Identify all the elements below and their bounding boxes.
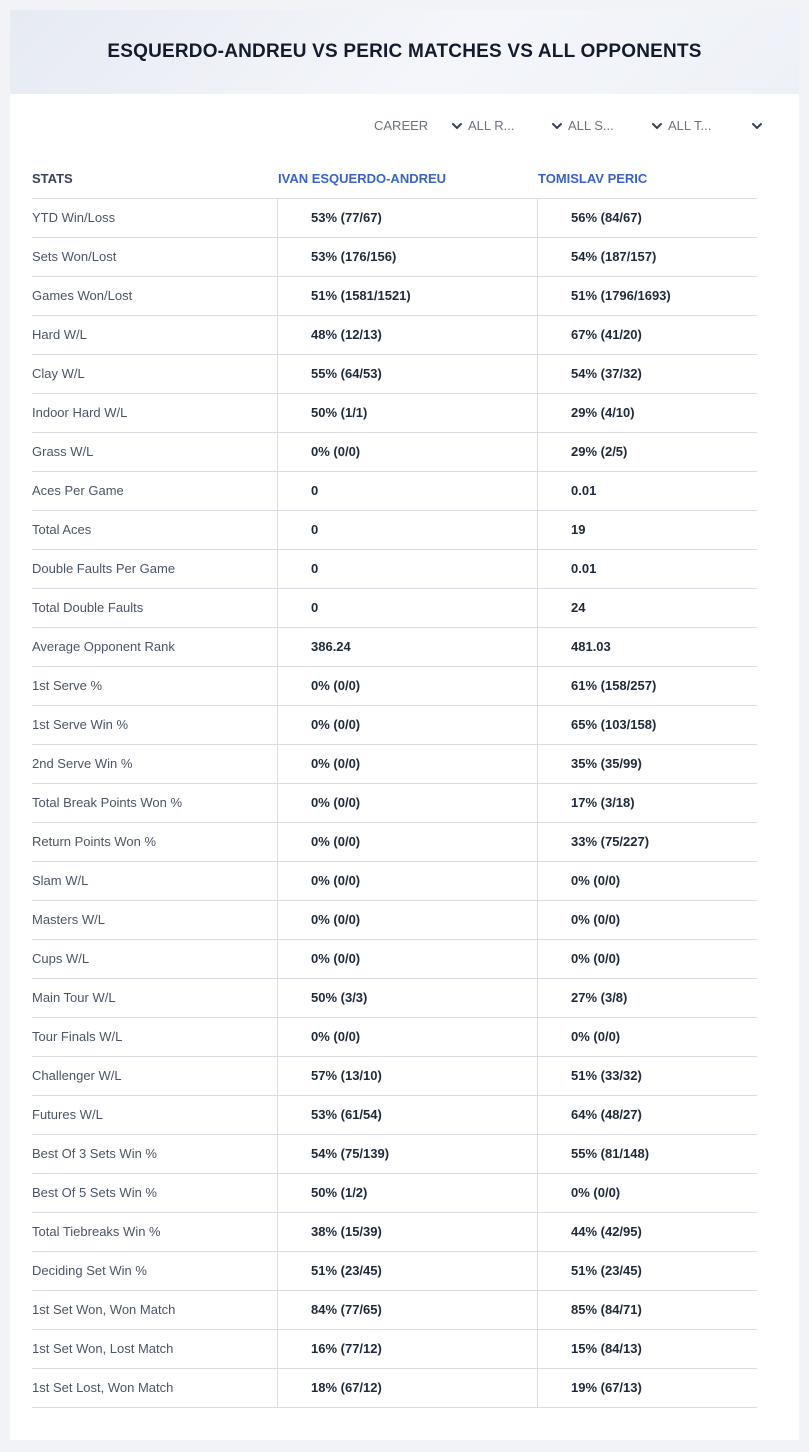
stat-label: Return Points Won %	[32, 834, 157, 849]
table-row	[32, 862, 757, 901]
player2-value: 51% (1796/1693)	[537, 277, 757, 315]
table-row	[32, 1369, 757, 1408]
player1-value: 57% (13/10)	[277, 1057, 537, 1095]
player1-value: 54% (75/139)	[277, 1135, 537, 1173]
filter-period-select[interactable]	[370, 117, 464, 135]
player1-value: 84% (77/65)	[277, 1291, 537, 1329]
card-header	[10, 10, 799, 94]
table-row	[32, 1291, 757, 1330]
chevron-down-icon	[450, 117, 464, 135]
stat-label: Double Faults Per Game	[32, 561, 176, 576]
stat-label: Main Tour W/L	[32, 990, 116, 1005]
player1-value: 16% (77/12)	[277, 1330, 537, 1368]
stat-label: YTD Win/Loss	[32, 210, 116, 225]
player1-value: 0% (0/0)	[277, 823, 537, 861]
player2-value: 19	[537, 511, 757, 549]
table-row	[32, 472, 757, 511]
stat-label: Masters W/L	[32, 912, 105, 927]
player1-name-link[interactable]: IVAN ESQUERDO-ANDREU	[278, 171, 447, 186]
stat-label: 1st Serve Win %	[32, 717, 129, 732]
table-row	[32, 940, 757, 979]
player1-value: 0% (0/0)	[277, 706, 537, 744]
player2-value: 51% (33/32)	[537, 1057, 757, 1095]
player2-value: 64% (48/27)	[537, 1096, 757, 1134]
player2-value: 27% (3/8)	[537, 979, 757, 1017]
player2-value: 85% (84/71)	[537, 1291, 757, 1329]
player1-value: 0	[277, 511, 537, 549]
stat-label: 1st Set Won, Lost Match	[32, 1341, 174, 1356]
stat-label: Slam W/L	[32, 873, 89, 888]
stat-label: Clay W/L	[32, 366, 85, 381]
table-row	[32, 511, 757, 550]
stat-label: Indoor Hard W/L	[32, 405, 128, 420]
table-row	[32, 784, 757, 823]
chevron-down-icon	[750, 117, 764, 135]
player2-value: 0% (0/0)	[537, 1174, 757, 1212]
table-row	[32, 433, 757, 472]
table-row	[32, 1057, 757, 1096]
chevron-down-icon	[550, 117, 564, 135]
player1-value: 50% (1/2)	[277, 1174, 537, 1212]
chevron-down-icon	[650, 117, 664, 135]
player1-value: 53% (77/67)	[277, 199, 537, 237]
player1-value: 38% (15/39)	[277, 1213, 537, 1251]
stat-label: 2nd Serve Win %	[32, 756, 133, 771]
page-title: ESQUERDO-ANDREU VS PERIC MATCHES VS ALL OPPONENTS	[107, 41, 702, 62]
player2-value: 19% (67/13)	[537, 1369, 757, 1407]
table-row	[32, 823, 757, 862]
player1-value: 0% (0/0)	[277, 784, 537, 822]
player1-value: 53% (176/156)	[277, 238, 537, 276]
stat-label: Hard W/L	[32, 327, 87, 342]
table-row	[32, 1174, 757, 1213]
player2-value: 33% (75/227)	[537, 823, 757, 861]
player2-value: 65% (103/158)	[537, 706, 757, 744]
filter-round-select[interactable]	[464, 117, 564, 135]
player2-value: 67% (41/20)	[537, 316, 757, 354]
table-row	[32, 1018, 757, 1057]
table-row	[32, 550, 757, 589]
player1-value: 386.24	[277, 628, 537, 666]
filter-bar	[370, 117, 764, 135]
player2-value: 56% (84/67)	[537, 199, 757, 237]
table-row	[32, 1096, 757, 1135]
table-row	[32, 1330, 757, 1369]
stat-label: Futures W/L	[32, 1107, 103, 1122]
stat-label: Total Double Faults	[32, 600, 144, 615]
player1-value: 50% (1/1)	[277, 394, 537, 432]
player2-value: 17% (3/18)	[537, 784, 757, 822]
stat-label: Deciding Set Win %	[32, 1263, 147, 1278]
player1-value: 0% (0/0)	[277, 862, 537, 900]
player2-value: 44% (42/95)	[537, 1213, 757, 1251]
stat-label: Aces Per Game	[32, 483, 124, 498]
player1-value: 0% (0/0)	[277, 433, 537, 471]
player2-value: 0.01	[537, 472, 757, 510]
table-row	[32, 1213, 757, 1252]
player2-value: 54% (187/157)	[537, 238, 757, 276]
player2-value: 54% (37/32)	[537, 355, 757, 393]
table-row	[32, 355, 757, 394]
table-row	[32, 979, 757, 1018]
player1-value: 18% (67/12)	[277, 1369, 537, 1407]
player1-value: 0	[277, 589, 537, 627]
player1-value: 0	[277, 472, 537, 510]
player2-value: 0% (0/0)	[537, 1018, 757, 1056]
player1-value: 53% (61/54)	[277, 1096, 537, 1134]
table-row	[32, 238, 757, 277]
player2-value: 24	[537, 589, 757, 627]
player2-value: 35% (35/99)	[537, 745, 757, 783]
player1-value: 48% (12/13)	[277, 316, 537, 354]
column-header-stats: STATS	[32, 171, 73, 186]
filter-surface-label: ALL S...	[568, 118, 614, 133]
stat-label: Best Of 5 Sets Win %	[32, 1185, 157, 1200]
player1-value: 50% (3/3)	[277, 979, 537, 1017]
player1-value: 51% (1581/1521)	[277, 277, 537, 315]
player1-value: 0% (0/0)	[277, 901, 537, 939]
player1-value: 0	[277, 550, 537, 588]
filter-period-label: CAREER	[374, 118, 429, 133]
stat-label: Tour Finals W/L	[32, 1029, 123, 1044]
table-row	[32, 394, 757, 433]
player1-value: 0% (0/0)	[277, 940, 537, 978]
player2-value: 15% (84/13)	[537, 1330, 757, 1368]
player2-value: 51% (23/45)	[537, 1252, 757, 1290]
filter-tournament-select[interactable]	[664, 117, 764, 135]
stat-label: 1st Set Lost, Won Match	[32, 1380, 174, 1395]
player2-value: 29% (2/5)	[537, 433, 757, 471]
stat-label: Games Won/Lost	[32, 288, 133, 303]
player1-value: 55% (64/53)	[277, 355, 537, 393]
player2-value: 481.03	[537, 628, 757, 666]
stat-label: Average Opponent Rank	[32, 639, 175, 654]
table-row	[32, 277, 757, 316]
player2-value: 0% (0/0)	[537, 862, 757, 900]
filter-tournament-label: ALL T...	[668, 118, 712, 133]
player2-value: 0% (0/0)	[537, 901, 757, 939]
table-row	[32, 199, 757, 238]
stat-label: Sets Won/Lost	[32, 249, 117, 264]
player2-value: 0.01	[537, 550, 757, 588]
table-row	[32, 589, 757, 628]
stat-label: Total Aces	[32, 522, 92, 537]
stat-label: Cups W/L	[32, 951, 90, 966]
stat-label: Total Break Points Won %	[32, 795, 183, 810]
player2-value: 29% (4/10)	[537, 394, 757, 432]
player1-value: 0% (0/0)	[277, 745, 537, 783]
table-row	[32, 667, 757, 706]
player2-value: 61% (158/257)	[537, 667, 757, 705]
player1-value: 0% (0/0)	[277, 1018, 537, 1056]
table-row	[32, 745, 757, 784]
player1-value: 0% (0/0)	[277, 667, 537, 705]
player2-name-link[interactable]: TOMISLAV PERIC	[538, 171, 648, 186]
table-row	[32, 316, 757, 355]
stat-label: Grass W/L	[32, 444, 94, 459]
stat-label: Total Tiebreaks Win %	[32, 1224, 161, 1239]
table-row	[32, 1252, 757, 1291]
stat-label: Best Of 3 Sets Win %	[32, 1146, 157, 1161]
filter-surface-select[interactable]	[564, 117, 664, 135]
stat-label: Challenger W/L	[32, 1068, 122, 1083]
player2-value: 0% (0/0)	[537, 940, 757, 978]
table-header	[32, 169, 757, 191]
stats-table	[32, 198, 757, 1408]
stat-label: 1st Set Won, Won Match	[32, 1302, 176, 1317]
table-row	[32, 1135, 757, 1174]
stat-label: 1st Serve %	[32, 678, 103, 693]
table-row	[32, 706, 757, 745]
table-row	[32, 628, 757, 667]
player2-value: 55% (81/148)	[537, 1135, 757, 1173]
table-row	[32, 901, 757, 940]
player1-value: 51% (23/45)	[277, 1252, 537, 1290]
filter-round-label: ALL R...	[468, 118, 515, 133]
